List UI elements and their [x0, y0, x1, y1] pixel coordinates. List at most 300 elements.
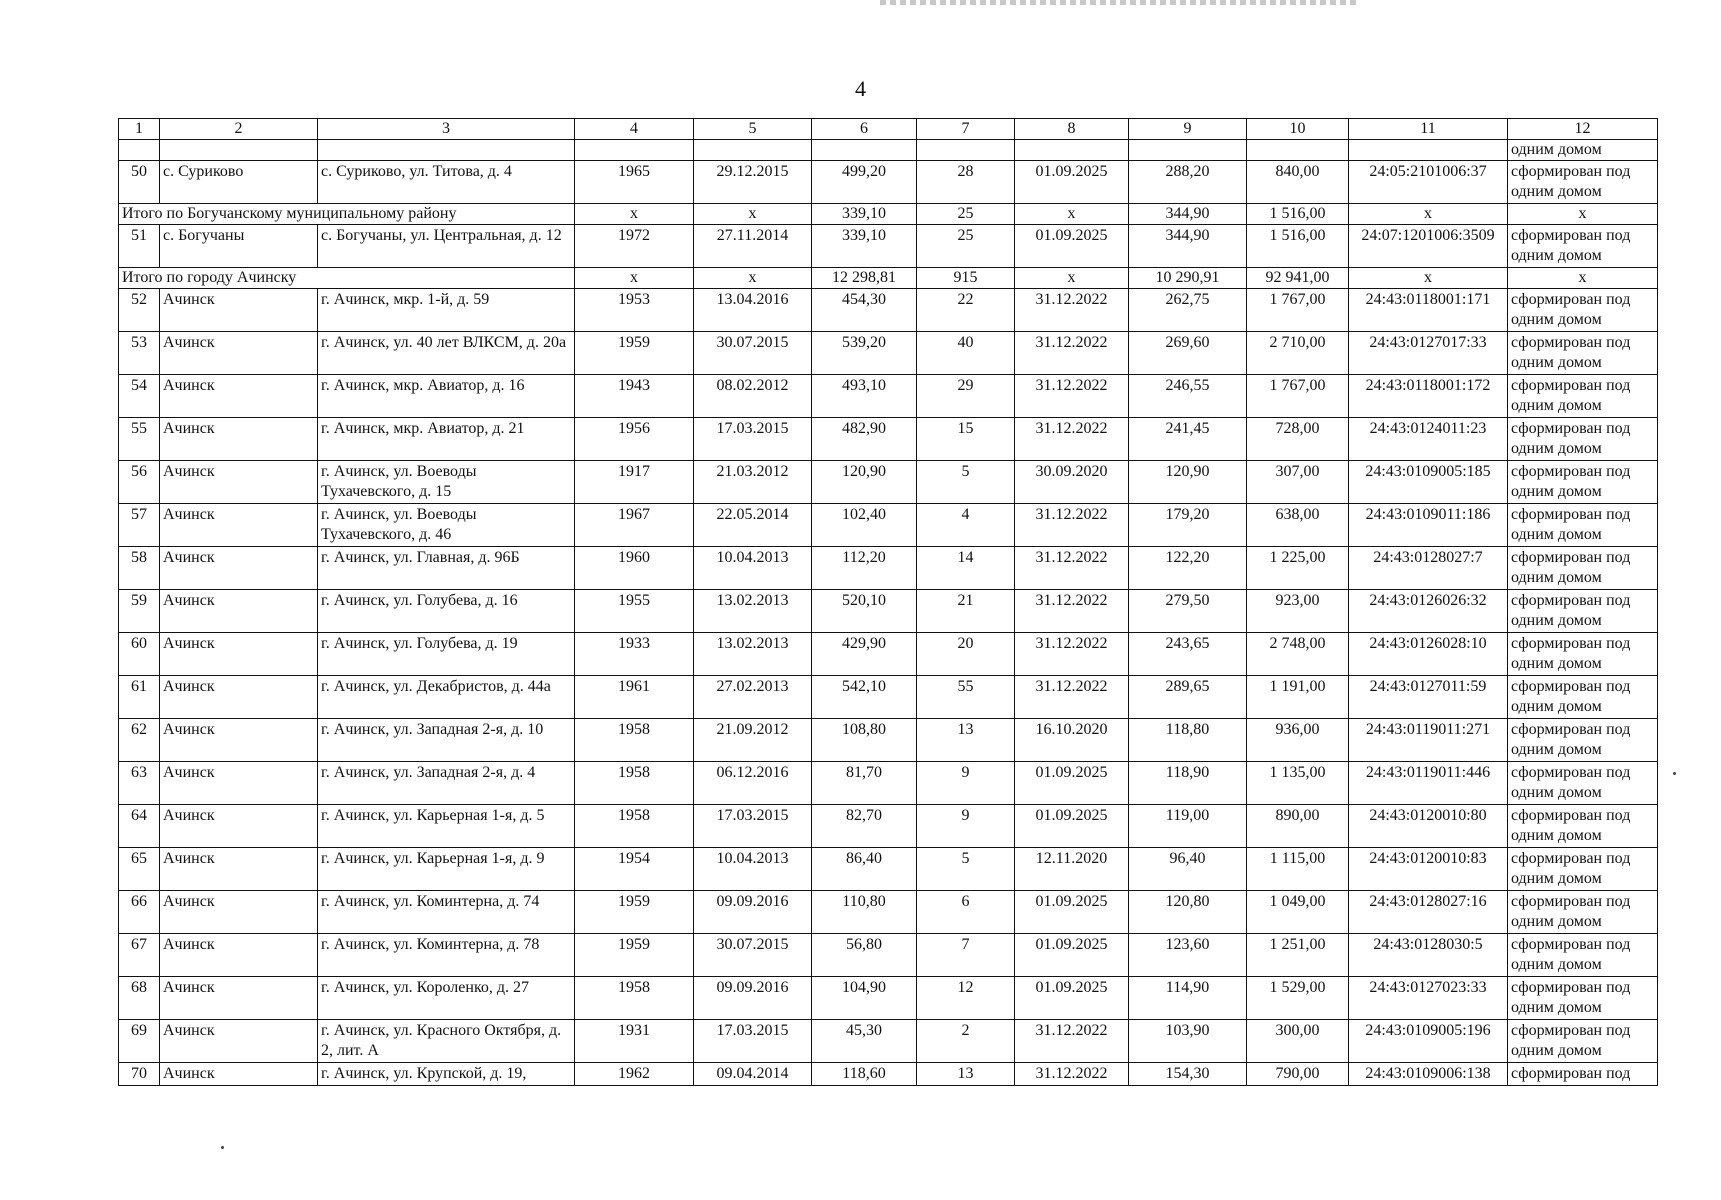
settlement-name: Ачинск	[160, 1020, 318, 1063]
cadastral-number: 24:43:0126028:10	[1349, 633, 1508, 676]
empty-cell	[1015, 140, 1129, 161]
land-area: 120,80	[1129, 891, 1247, 934]
resident-count: 7	[917, 934, 1015, 977]
settlement-name: Ачинск	[160, 977, 318, 1020]
resettlement-deadline: 01.09.2025	[1015, 934, 1129, 977]
land-plot-status: сформирован под одним домом	[1508, 225, 1658, 268]
resettlement-deadline: 31.12.2022	[1015, 504, 1129, 547]
year-built: 1955	[575, 590, 694, 633]
table-row	[119, 590, 1658, 633]
empty-cell	[917, 140, 1015, 161]
land-area: 279,50	[1129, 590, 1247, 633]
resident-count: 4	[917, 504, 1015, 547]
living-area: 539,20	[812, 332, 917, 375]
plot-area: 638,00	[1247, 504, 1349, 547]
living-area: 110,80	[812, 891, 917, 934]
empty-cell	[694, 140, 812, 161]
settlement-name: Ачинск	[160, 289, 318, 332]
plot-area: 840,00	[1247, 161, 1349, 204]
emergency-date: 10.04.2013	[694, 848, 812, 891]
year-built: 1959	[575, 934, 694, 977]
settlement-name: с. Богучаны	[160, 225, 318, 268]
column-number: 12	[1508, 119, 1658, 140]
year-built: 1961	[575, 676, 694, 719]
plot-area: 300,00	[1247, 1020, 1349, 1063]
resettlement-deadline: 30.09.2020	[1015, 461, 1129, 504]
table-row	[119, 891, 1658, 934]
resident-count: 22	[917, 289, 1015, 332]
cadastral-number: 24:43:0128027:16	[1349, 891, 1508, 934]
row-number: 61	[119, 676, 160, 719]
subtotal-row	[119, 204, 1658, 225]
plot-area: 1 225,00	[1247, 547, 1349, 590]
land-plot-status: сформирован под одним домом	[1508, 977, 1658, 1020]
land-plot-status: сформирован под одним домом	[1508, 676, 1658, 719]
house-address: с. Суриково, ул. Титова, д. 4	[318, 161, 575, 204]
living-area: 454,30	[812, 289, 917, 332]
resettlement-deadline: 12.11.2020	[1015, 848, 1129, 891]
settlement-name: Ачинск	[160, 805, 318, 848]
land-area: 179,20	[1129, 504, 1247, 547]
emergency-date: 29.12.2015	[694, 161, 812, 204]
living-area: 118,60	[812, 1063, 917, 1086]
land-plot-status: сформирован под одним домом	[1508, 590, 1658, 633]
resident-count: 40	[917, 332, 1015, 375]
cadastral-number: x	[1349, 268, 1508, 289]
resident-count: 13	[917, 1063, 1015, 1086]
year-built: 1943	[575, 375, 694, 418]
settlement-name: Ачинск	[160, 676, 318, 719]
resident-count: 25	[917, 204, 1015, 225]
column-number: 2	[160, 119, 318, 140]
land-plot-status: сформирован под одним домом	[1508, 418, 1658, 461]
living-area: 339,10	[812, 225, 917, 268]
year-built: 1917	[575, 461, 694, 504]
resident-count: 9	[917, 762, 1015, 805]
plot-area: 2 748,00	[1247, 633, 1349, 676]
settlement-name: Ачинск	[160, 504, 318, 547]
living-area: 429,90	[812, 633, 917, 676]
cadastral-number: 24:43:0120010:80	[1349, 805, 1508, 848]
cadastral-number: 24:43:0127023:33	[1349, 977, 1508, 1020]
emergency-date: 08.02.2012	[694, 375, 812, 418]
resettlement-deadline: x	[1015, 268, 1129, 289]
house-address: г. Ачинск, ул. Западная 2-я, д. 4	[318, 762, 575, 805]
emergency-date: 21.03.2012	[694, 461, 812, 504]
land-plot-status: сформирован под одним домом	[1508, 805, 1658, 848]
subtotal-label: Итого по Богучанскому муниципальному району	[119, 204, 575, 225]
emergency-date: 06.12.2016	[694, 762, 812, 805]
table-row	[119, 504, 1658, 547]
resettlement-deadline: 31.12.2022	[1015, 418, 1129, 461]
resident-count: 9	[917, 805, 1015, 848]
emergency-date: 17.03.2015	[694, 418, 812, 461]
resident-count: 29	[917, 375, 1015, 418]
living-area: 56,80	[812, 934, 917, 977]
emergency-date: 27.11.2014	[694, 225, 812, 268]
row-number: 65	[119, 848, 160, 891]
land-plot-status: сформирован под одним домом	[1508, 633, 1658, 676]
land-area: 122,20	[1129, 547, 1247, 590]
house-address: г. Ачинск, ул. Коминтерна, д. 74	[318, 891, 575, 934]
resettlement-deadline: 31.12.2022	[1015, 633, 1129, 676]
resident-count: 2	[917, 1020, 1015, 1063]
row-number: 57	[119, 504, 160, 547]
living-area: 339,10	[812, 204, 917, 225]
year-built: 1965	[575, 161, 694, 204]
land-area: 344,90	[1129, 225, 1247, 268]
land-plot-status: сформирован под одним домом	[1508, 332, 1658, 375]
column-number: 1	[119, 119, 160, 140]
land-plot-status: сформирован под одним домом	[1508, 161, 1658, 204]
year-built: 1933	[575, 633, 694, 676]
emergency-date: 13.02.2013	[694, 590, 812, 633]
resettlement-deadline: 01.09.2025	[1015, 762, 1129, 805]
plot-area: 1 191,00	[1247, 676, 1349, 719]
emergency-date: 09.09.2016	[694, 891, 812, 934]
land-area: 288,20	[1129, 161, 1247, 204]
empty-cell	[1129, 140, 1247, 161]
cadastral-number: x	[1349, 204, 1508, 225]
table-row	[119, 161, 1658, 204]
row-number: 62	[119, 719, 160, 762]
resident-count: 21	[917, 590, 1015, 633]
row-number: 51	[119, 225, 160, 268]
land-area: 289,65	[1129, 676, 1247, 719]
cadastral-number: 24:43:0118001:171	[1349, 289, 1508, 332]
year-built: 1958	[575, 762, 694, 805]
table-row	[119, 461, 1658, 504]
house-address: г. Ачинск, ул. Коминтерна, д. 78	[318, 934, 575, 977]
living-area: 499,20	[812, 161, 917, 204]
resettlement-deadline: 01.09.2025	[1015, 225, 1129, 268]
subtotal-row	[119, 268, 1658, 289]
living-area: 493,10	[812, 375, 917, 418]
year-built: x	[575, 204, 694, 225]
house-address: г. Ачинск, ул. Главная, д. 96Б	[318, 547, 575, 590]
house-address: г. Ачинск, ул. Карьерная 1-я, д. 5	[318, 805, 575, 848]
plot-area: 923,00	[1247, 590, 1349, 633]
resettlement-deadline: x	[1015, 204, 1129, 225]
year-built: x	[575, 268, 694, 289]
house-address: г. Ачинск, ул. Карьерная 1-я, д. 9	[318, 848, 575, 891]
living-area: 82,70	[812, 805, 917, 848]
row-number: 68	[119, 977, 160, 1020]
cadastral-number: 24:43:0126026:32	[1349, 590, 1508, 633]
land-plot-status: сформирован под одним домом	[1508, 934, 1658, 977]
empty-cell	[119, 140, 160, 161]
resident-count: 6	[917, 891, 1015, 934]
emergency-date: 10.04.2013	[694, 547, 812, 590]
plot-area: 936,00	[1247, 719, 1349, 762]
continuation-row	[119, 140, 1658, 161]
scan-dot	[221, 1146, 224, 1149]
land-plot-status: сформирован под одним домом	[1508, 289, 1658, 332]
land-area: 123,60	[1129, 934, 1247, 977]
resettlement-deadline: 01.09.2025	[1015, 891, 1129, 934]
year-built: 1972	[575, 225, 694, 268]
plot-area: 728,00	[1247, 418, 1349, 461]
resident-count: 12	[917, 977, 1015, 1020]
resident-count: 5	[917, 461, 1015, 504]
row-number: 50	[119, 161, 160, 204]
plot-area: 1 135,00	[1247, 762, 1349, 805]
year-built: 1959	[575, 332, 694, 375]
subtotal-label: Итого по городу Ачинску	[119, 268, 575, 289]
empty-cell	[318, 140, 575, 161]
table-row	[119, 762, 1658, 805]
cadastral-number: 24:07:1201006:3509	[1349, 225, 1508, 268]
cadastral-number: 24:43:0128030:5	[1349, 934, 1508, 977]
cadastral-number: 24:43:0124011:23	[1349, 418, 1508, 461]
land-area: 119,00	[1129, 805, 1247, 848]
land-plot-status: сформирован под одним домом	[1508, 375, 1658, 418]
cadastral-number: 24:43:0109011:186	[1349, 504, 1508, 547]
resident-count: 13	[917, 719, 1015, 762]
row-number: 55	[119, 418, 160, 461]
row-number: 70	[119, 1063, 160, 1086]
year-built: 1956	[575, 418, 694, 461]
row-number: 66	[119, 891, 160, 934]
resident-count: 28	[917, 161, 1015, 204]
column-number: 4	[575, 119, 694, 140]
cadastral-number: 24:43:0127017:33	[1349, 332, 1508, 375]
house-address: г. Ачинск, ул. Голубева, д. 16	[318, 590, 575, 633]
resident-count: 5	[917, 848, 1015, 891]
resettlement-deadline: 16.10.2020	[1015, 719, 1129, 762]
living-area: 542,10	[812, 676, 917, 719]
resettlement-deadline: 31.12.2022	[1015, 289, 1129, 332]
resident-count: 20	[917, 633, 1015, 676]
settlement-name: Ачинск	[160, 332, 318, 375]
land-area: 262,75	[1129, 289, 1247, 332]
column-number: 6	[812, 119, 917, 140]
living-area: 120,90	[812, 461, 917, 504]
emergency-date: 30.07.2015	[694, 934, 812, 977]
row-number: 52	[119, 289, 160, 332]
scan-artifact-top	[880, 0, 1360, 5]
year-built: 1958	[575, 805, 694, 848]
house-address: г. Ачинск, мкр. 1-й, д. 59	[318, 289, 575, 332]
land-plot-status: сформирован под одним домом	[1508, 719, 1658, 762]
living-area: 108,80	[812, 719, 917, 762]
empty-cell	[1247, 140, 1349, 161]
row-number: 56	[119, 461, 160, 504]
empty-cell	[160, 140, 318, 161]
emergency-date: 13.02.2013	[694, 633, 812, 676]
row-number: 58	[119, 547, 160, 590]
empty-cell	[1349, 140, 1508, 161]
resettlement-deadline: 31.12.2022	[1015, 1063, 1129, 1086]
cadastral-number: 24:43:0128027:7	[1349, 547, 1508, 590]
land-area: 241,45	[1129, 418, 1247, 461]
table-body	[119, 119, 1658, 1086]
living-area: 112,20	[812, 547, 917, 590]
cadastral-number: 24:43:0109005:196	[1349, 1020, 1508, 1063]
plot-area: 890,00	[1247, 805, 1349, 848]
resettlement-deadline: 01.09.2025	[1015, 977, 1129, 1020]
table-row	[119, 934, 1658, 977]
column-number: 5	[694, 119, 812, 140]
housing-registry-table	[118, 118, 1658, 1086]
year-built: 1959	[575, 891, 694, 934]
cadastral-number: 24:43:0109006:138	[1349, 1063, 1508, 1086]
scan-dot	[1673, 772, 1676, 775]
table-row	[119, 1020, 1658, 1063]
table-row	[119, 719, 1658, 762]
cadastral-number: 24:43:0118001:172	[1349, 375, 1508, 418]
row-number: 63	[119, 762, 160, 805]
plot-area: 307,00	[1247, 461, 1349, 504]
house-address: г. Ачинск, ул. Короленко, д. 27	[318, 977, 575, 1020]
empty-cell	[575, 140, 694, 161]
land-plot-status: сформирован под одним домом	[1508, 461, 1658, 504]
empty-cell	[812, 140, 917, 161]
year-built: 1958	[575, 977, 694, 1020]
resettlement-deadline: 31.12.2022	[1015, 547, 1129, 590]
plot-area: 1 516,00	[1247, 204, 1349, 225]
settlement-name: Ачинск	[160, 461, 318, 504]
living-area: 104,90	[812, 977, 917, 1020]
living-area: 520,10	[812, 590, 917, 633]
year-built: 1954	[575, 848, 694, 891]
row-number: 60	[119, 633, 160, 676]
emergency-date: 13.04.2016	[694, 289, 812, 332]
column-number: 10	[1247, 119, 1349, 140]
settlement-name: Ачинск	[160, 418, 318, 461]
resident-count: 915	[917, 268, 1015, 289]
resident-count: 55	[917, 676, 1015, 719]
settlement-name: Ачинск	[160, 590, 318, 633]
resettlement-deadline: 01.09.2025	[1015, 161, 1129, 204]
house-address: г. Ачинск, ул. Воеводы Тухачевского, д. 46	[318, 504, 575, 547]
table-row	[119, 289, 1658, 332]
house-address: г. Ачинск, ул. Крупской, д. 19,	[318, 1063, 575, 1086]
table-row	[119, 225, 1658, 268]
resettlement-deadline: 01.09.2025	[1015, 805, 1129, 848]
cadastral-number: 24:43:0119011:446	[1349, 762, 1508, 805]
table-row	[119, 332, 1658, 375]
resident-count: 25	[917, 225, 1015, 268]
plot-area: 1 767,00	[1247, 375, 1349, 418]
land-plot-status: одним домом	[1508, 140, 1658, 161]
living-area: 482,90	[812, 418, 917, 461]
row-number: 54	[119, 375, 160, 418]
settlement-name: Ачинск	[160, 375, 318, 418]
column-number-row	[119, 119, 1658, 140]
land-plot-status: сформирован под одним домом	[1508, 848, 1658, 891]
year-built: 1967	[575, 504, 694, 547]
land-plot-status: сформирован под одним домом	[1508, 1020, 1658, 1063]
resettlement-deadline: 31.12.2022	[1015, 332, 1129, 375]
resettlement-deadline: 31.12.2022	[1015, 375, 1129, 418]
resettlement-deadline: 31.12.2022	[1015, 590, 1129, 633]
row-number: 59	[119, 590, 160, 633]
living-area: 86,40	[812, 848, 917, 891]
land-area: 118,80	[1129, 719, 1247, 762]
living-area: 45,30	[812, 1020, 917, 1063]
resettlement-deadline: 31.12.2022	[1015, 676, 1129, 719]
land-area: 96,40	[1129, 848, 1247, 891]
land-plot-status: сформирован под одним домом	[1508, 547, 1658, 590]
plot-area: 1 529,00	[1247, 977, 1349, 1020]
year-built: 1953	[575, 289, 694, 332]
settlement-name: Ачинск	[160, 719, 318, 762]
column-number: 11	[1349, 119, 1508, 140]
emergency-date: 27.02.2013	[694, 676, 812, 719]
resident-count: 15	[917, 418, 1015, 461]
house-address: г. Ачинск, ул. Западная 2-я, д. 10	[318, 719, 575, 762]
house-address: г. Ачинск, ул. Голубева, д. 19	[318, 633, 575, 676]
emergency-date: 30.07.2015	[694, 332, 812, 375]
house-address: с. Богучаны, ул. Центральная, д. 12	[318, 225, 575, 268]
column-number: 7	[917, 119, 1015, 140]
cadastral-number: 24:43:0127011:59	[1349, 676, 1508, 719]
plot-area: 790,00	[1247, 1063, 1349, 1086]
house-address: г. Ачинск, ул. Красного Октября, д. 2, лит. А	[318, 1020, 575, 1063]
plot-area: 92 941,00	[1247, 268, 1349, 289]
emergency-date: x	[694, 204, 812, 225]
year-built: 1962	[575, 1063, 694, 1086]
row-number: 69	[119, 1020, 160, 1063]
settlement-name: с. Суриково	[160, 161, 318, 204]
land-plot-status: сформирован под одним домом	[1508, 504, 1658, 547]
land-area: 154,30	[1129, 1063, 1247, 1086]
settlement-name: Ачинск	[160, 547, 318, 590]
emergency-date: 09.09.2016	[694, 977, 812, 1020]
land-plot-status: x	[1508, 204, 1658, 225]
column-number: 3	[318, 119, 575, 140]
table-row	[119, 977, 1658, 1020]
land-plot-status: сформирован под	[1508, 1063, 1658, 1086]
emergency-date: 17.03.2015	[694, 805, 812, 848]
table-row	[119, 633, 1658, 676]
land-area: 344,90	[1129, 204, 1247, 225]
land-area: 269,60	[1129, 332, 1247, 375]
settlement-name: Ачинск	[160, 1063, 318, 1086]
living-area: 12 298,81	[812, 268, 917, 289]
land-area: 120,90	[1129, 461, 1247, 504]
table-row	[119, 418, 1658, 461]
year-built: 1958	[575, 719, 694, 762]
settlement-name: Ачинск	[160, 934, 318, 977]
row-number: 64	[119, 805, 160, 848]
emergency-date: 17.03.2015	[694, 1020, 812, 1063]
settlement-name: Ачинск	[160, 633, 318, 676]
plot-area: 1 115,00	[1247, 848, 1349, 891]
emergency-date: 21.09.2012	[694, 719, 812, 762]
year-built: 1931	[575, 1020, 694, 1063]
emergency-date: 22.05.2014	[694, 504, 812, 547]
page-number: 4	[855, 76, 866, 101]
plot-area: 2 710,00	[1247, 332, 1349, 375]
living-area: 81,70	[812, 762, 917, 805]
house-address: г. Ачинск, ул. Декабристов, д. 44а	[318, 676, 575, 719]
emergency-date: x	[694, 268, 812, 289]
row-number: 67	[119, 934, 160, 977]
year-built: 1960	[575, 547, 694, 590]
plot-area: 1 049,00	[1247, 891, 1349, 934]
land-area: 243,65	[1129, 633, 1247, 676]
settlement-name: Ачинск	[160, 891, 318, 934]
column-number: 8	[1015, 119, 1129, 140]
resident-count: 14	[917, 547, 1015, 590]
row-number: 53	[119, 332, 160, 375]
cadastral-number: 24:05:2101006:37	[1349, 161, 1508, 204]
settlement-name: Ачинск	[160, 762, 318, 805]
table-row	[119, 1063, 1658, 1086]
house-address: г. Ачинск, мкр. Авиатор, д. 16	[318, 375, 575, 418]
